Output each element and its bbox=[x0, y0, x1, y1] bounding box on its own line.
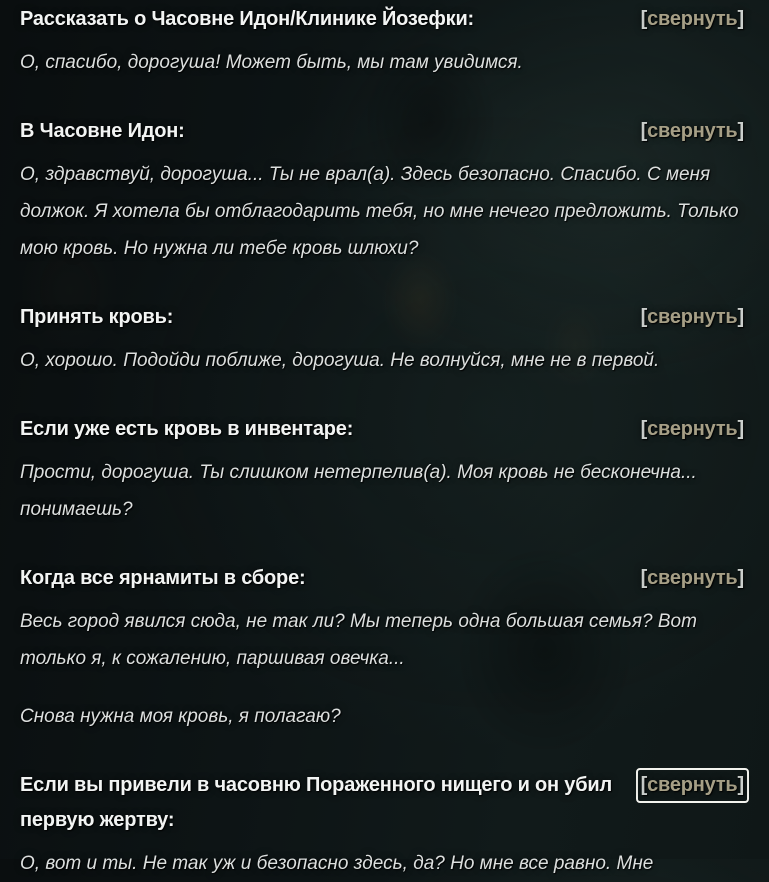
collapse-link[interactable]: свернуть bbox=[647, 418, 738, 440]
section-title: Когда все ярнамиты в сборе: bbox=[20, 567, 306, 589]
collapse-toggle[interactable] bbox=[636, 2, 749, 37]
collapse-link[interactable]: свернуть bbox=[647, 306, 738, 328]
dialogue-paragraph: О, спасибо, дорогуша! Может быть, мы там увидимся. bbox=[20, 52, 523, 73]
section-heading bbox=[20, 114, 749, 149]
bracket-close: ] bbox=[737, 774, 744, 796]
collapse-link[interactable]: свернуть bbox=[647, 120, 738, 142]
bracket-open: [ bbox=[640, 567, 648, 589]
bracket-open: [ bbox=[640, 418, 648, 440]
collapse-link[interactable]: свернуть bbox=[647, 774, 738, 796]
section-title: Рассказать о Часовне Идон/Клинике Йозефки: bbox=[20, 8, 475, 30]
dialogue-section bbox=[20, 768, 749, 882]
bracket-open: [ bbox=[640, 774, 648, 796]
bracket-open: [ bbox=[640, 306, 648, 328]
dialogue-paragraph: О, здравствуй, дорогуша... Ты не врал(а). Здесь безопасно. Спасибо. С меня должок. Я хотела бы отблагодарить тебя, но мне нечего предложить. Только мою кровь. Но нужна ли тебе кровь шлюхи? bbox=[20, 164, 739, 259]
dialogue-paragraph: Прости, дорогуша. Ты слишком нетерпелив(а). Моя кровь не бесконечна... понимаешь? bbox=[20, 462, 697, 520]
bracket-open: [ bbox=[640, 120, 648, 142]
dialogue-paragraph: О, вот и ты. Не так уж и безопасно здесь, да? Но мне все равно. Мне bbox=[20, 853, 654, 874]
bracket-close: ] bbox=[737, 120, 744, 142]
bracket-close: ] bbox=[737, 567, 744, 589]
dialogue-paragraph: Снова нужна моя кровь, я полагаю? bbox=[20, 706, 341, 727]
dialogue-section bbox=[20, 412, 749, 528]
dialogue-section bbox=[20, 2, 749, 81]
bracket-close: ] bbox=[737, 306, 744, 328]
collapse-toggle[interactable] bbox=[636, 114, 749, 149]
bracket-close: ] bbox=[737, 8, 744, 30]
section-heading bbox=[20, 300, 749, 335]
section-title: В Часовне Идон: bbox=[20, 120, 185, 142]
bracket-close: ] bbox=[737, 418, 744, 440]
dialogue-paragraph: Весь город явился сюда, не так ли? Мы теперь одна большая семья? Вот только я, к сожалению, паршивая овечка... bbox=[20, 611, 697, 669]
dialogue-paragraph: О, хорошо. Подойди поближе, дорогуша. Не волнуйся, мне не в первой. bbox=[20, 350, 660, 371]
collapse-link[interactable]: свернуть bbox=[647, 567, 738, 589]
dialogue-section bbox=[20, 561, 749, 735]
dialogue-section bbox=[20, 114, 749, 267]
collapse-toggle[interactable] bbox=[636, 768, 749, 803]
section-heading bbox=[20, 412, 749, 447]
dialogue-section bbox=[20, 300, 749, 379]
section-heading bbox=[20, 2, 749, 37]
bracket-open: [ bbox=[640, 8, 648, 30]
collapse-toggle[interactable] bbox=[636, 412, 749, 447]
collapse-link[interactable]: свернуть bbox=[647, 8, 738, 30]
section-title: Если вы привели в часовню Пораженного нищего и он убил первую жертву: bbox=[20, 774, 612, 831]
collapse-toggle[interactable] bbox=[636, 561, 749, 596]
section-title: Если уже есть кровь в инвентаре: bbox=[20, 418, 354, 440]
section-heading bbox=[20, 768, 749, 838]
section-title: Принять кровь: bbox=[20, 306, 174, 328]
collapse-toggle[interactable] bbox=[636, 300, 749, 335]
section-heading bbox=[20, 561, 749, 596]
